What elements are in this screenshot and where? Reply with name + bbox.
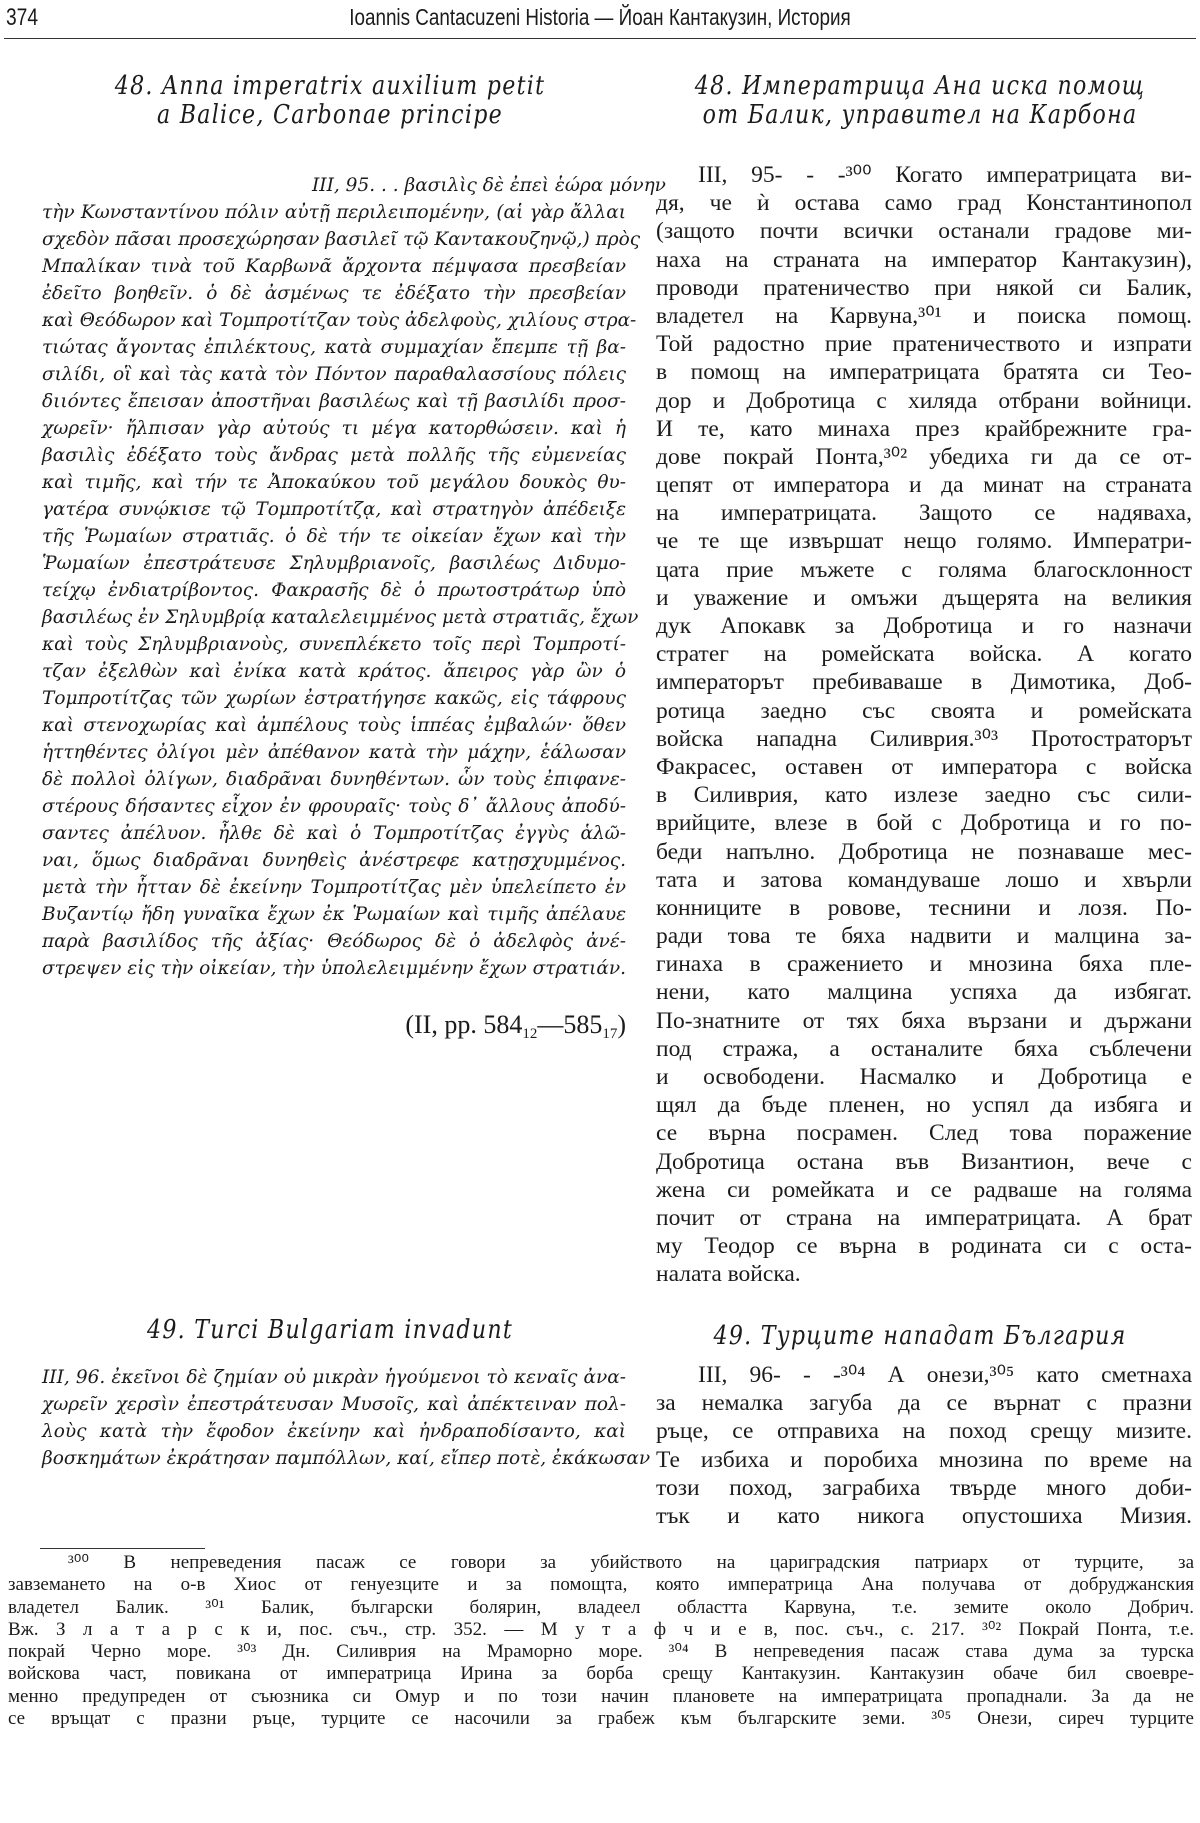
text-line: дор и Добротица с хиляда отбрани войници. [656, 387, 1192, 414]
text-line: παρὰ βασιλίδος τῆς ἀξίας· Θεόδωρος δὲ ὁ ἀδελφὸς ἀνέ- [42, 931, 626, 952]
text-line: καὶ Θεόδωρον καὶ Τομπροτίτζαν τοὺς ἀδελφοὺς, χιλίους στρα- [42, 310, 637, 331]
source-citation [40, 1010, 626, 1043]
text-line: σιλίδι, οἳ καὶ τὰς κατὰ τὸν Πόντον παραθαλασσίους πόλεις [42, 364, 626, 385]
text-line: войскова част, повикана от императрица Ирина за борба срещу Кантакузин. Кантакузин обаче бил своевре- [8, 1663, 1194, 1685]
text-line: налата войска. [656, 1261, 801, 1288]
text-line: βοσκημάτων ἐκράτησαν παμπόλλων, καί, εἴπερ ποτὲ, ἐκάκωσαν [42, 1448, 651, 1469]
text-line: се върна посрамен. След това поражение [656, 1120, 1192, 1147]
text-line: βασιλὶς ἐδέξατο τοὺς ἄνδρας μετὰ πολλῆς τῆς εὐμενείας [42, 445, 626, 466]
text-line: По-знатните от тях бяха вързани и държани [656, 1007, 1192, 1034]
text-line: τὴν Κωνσταντίνου πόλιν αὐτῇ περιλειπομένην, (αἱ γὰρ ἄλλαι [42, 202, 626, 223]
header-rule [4, 38, 1196, 39]
page-number: 374 [6, 4, 39, 31]
text-line: войска нападна Силиврия.³⁰³ Протостраторът [656, 725, 1192, 752]
citation-suffix: ) [617, 1010, 626, 1039]
text-line: И те, като минаха през крайбрежните гра- [656, 415, 1192, 442]
citation-mid: —585 [537, 1010, 603, 1039]
text-line: му Теодор се върна в родината си с оста- [656, 1233, 1192, 1260]
text-line: се връщат с празни ръце, турците се насочили за грабеж към българските земи. ³⁰⁵ Онези, сиреч турците [8, 1708, 1194, 1730]
section-48-bulgarian-title [682, 72, 1158, 130]
text-line: в Силиврия, като излезе заедно със сили- [656, 782, 1192, 809]
text-line: този поход, заграбиха твърде много доби- [656, 1474, 1192, 1501]
greek-text-49 [42, 1364, 651, 1472]
text-line: στρεψεν εἰς τὴν οἰκείαν, τὴν ὑπολελειμμένην ἔχων στρατιάν. [42, 958, 626, 979]
text-line: διιόντες ἔπεισαν ἀποστῆναι βασιλέως καὶ τῇ βασιλίδι προσ- [42, 391, 626, 412]
text-line: щял да бъде пленен, но успял да избяга и [656, 1092, 1192, 1119]
text-line: че те ще извършат нещо голямо. Императри- [656, 528, 1192, 555]
text-line: ³⁰⁰ В непреведения пасаж се говори за убийството на цариградския патриарх от турците, за [68, 1552, 1194, 1573]
text-line: императорът пребиваваше в Димотика, Доб- [656, 669, 1192, 696]
text-line: цепят от императора и да минат на страната [656, 472, 1192, 499]
text-line: Ῥωμαίων ἐπεστράτευσε Σηλυμβριανοῖς, βασιλέως Διδυμο- [42, 553, 626, 574]
title-line: 48. Anna imperatrix auxilium petit [114, 71, 546, 101]
citation-prefix: (II, pp. 584 [405, 1010, 523, 1039]
citation-sub-end: 17 [602, 1026, 618, 1042]
text-line: тата и затова командуваше лошо и хвърли [656, 866, 1192, 893]
text-line: τιώτας ἄγοντας ἐπιλέκτους, κατὰ συμμαχίαν ἔπεμπε τῇ βα- [42, 337, 626, 358]
text-line: λοὺς κατὰ τὴν ἔφοδον ἐκείνην καὶ ἠνδραποδίσαντο, καὶ [42, 1421, 626, 1442]
text-line: ръце, се отправиха на поход срещу мизите. [656, 1418, 1192, 1445]
text-line: на императрицата. Защото се надяваха, [656, 500, 1192, 527]
footnotes [8, 1552, 1194, 1730]
text-line: μετὰ τὴν ἧτταν δὲ ἐκείνην Τομπροτίτζας μὲν ὑπελείπετο ἐν [42, 877, 626, 898]
text-line: ναι, ὅμως διαδρᾶναι δυνηθεὶς ἀνέστρεφε κατῃσχυμμένος. [42, 850, 626, 871]
text-line: καὶ στενοχωρίας καὶ ἀμπέλους τοὺς ἱππέας ἐμβαλών· ὅθεν [42, 715, 626, 736]
greek-text-48 [42, 172, 666, 982]
text-line: ради това те бяха надвити и малцина за- [656, 923, 1192, 950]
text-line: βασιλέως ἐν Σηλυμβρίᾳ καταλελειμμένος μετὰ στρατιᾶς, ἔχων [42, 607, 639, 628]
text-line: владетел на Карвуна,³⁰¹ и поиска помощ. [656, 302, 1192, 329]
text-line: покрай Черно море. ³⁰³ Дн. Силиврия на Мраморно море. ³⁰⁴ В непреведения пасаж става дума за турска [8, 1641, 1194, 1663]
text-line: дук Апокавк за Добротица и го назначи [656, 613, 1192, 639]
text-line: Μπαλίκαν τινὰ τοῦ Καρβωνᾶ ἄρχοντα πέμψασα πρεσβείαν [42, 256, 626, 277]
title-line: 48. Императрица Ана иска помощ [694, 71, 1146, 101]
text-line: владетел Балик. ³⁰¹ Балик, български болярин, владеел областта Карвуна, т.е. земите около Добрич. [8, 1596, 1194, 1618]
text-line: цата прие мъжете с голяма благосклонност [656, 556, 1192, 583]
text-line: и уважение и омъжи дъщерята на великия [656, 584, 1192, 611]
text-line: χωρεῖν χερσὶν ἐπεστράτευσαν Μυσοῖς, καὶ ἀπέκτειναν πολ- [42, 1394, 626, 1415]
text-line: III, 95- - -³⁰⁰ Когато императрицата ви- [698, 162, 1192, 188]
text-line: Добротица остана във Византион, вече с [656, 1148, 1192, 1175]
text-line: Τομπροτίτζας τῶν χωρίων ἐστρατήγησε κακῶς, εἰς τάφρους [42, 688, 626, 709]
text-line: дя, че ѝ остава само град Константинопол [656, 190, 1192, 217]
text-line: менно предупреден от съюзника си Омур и по този начин плановете на императрицата пропаднали. За да не [8, 1685, 1194, 1707]
text-line: завземането на о-в Хиос от генуезците и за помощта, която императрица Ана получава от добруджанския [8, 1574, 1194, 1596]
text-line: τείχῳ ἐνδιατρίβοντος. Φακρασῆς δὲ ὁ πρωτοστράτωρ ὑπὸ [42, 580, 626, 601]
bulgarian-text-49 [656, 1361, 1192, 1530]
text-line: и освободени. Насмалко и Добротица е [656, 1064, 1192, 1090]
text-line: Те избиха и поробиха мнозина по време на [656, 1446, 1192, 1473]
text-line: καὶ τιμῆς, καὶ τήν τε Ἀποκαύκου τοῦ μεγάλου δουκὸς θυ- [42, 472, 626, 493]
text-line: γατέρα συνῴκισε τῷ Τομπροτίτζᾳ, καὶ στρατηγὸν ἀπέδειξε [42, 499, 626, 520]
text-line: нени, като малцина успяха да избягат. [656, 979, 1192, 1006]
text-line: под стража, а останалите бяха съблечени [656, 1035, 1192, 1062]
text-line: τῆς Ῥωμαίων στρατιᾶς. ὁ δὲ τήν τε οἰκείαν ἔχων καὶ τὴν [42, 526, 626, 547]
text-line: конниците в ровове, теснини и лозя. По- [656, 894, 1192, 921]
text-line: стратег на ромейската войска. А когато [656, 641, 1192, 668]
text-line: тък и като никога опустошиха Мизия. [656, 1502, 1192, 1529]
text-line: σχεδὸν πᾶσαι προσεχώρησαν βασιλεῖ τῷ Καντακουζηνῷ,) πρὸς [42, 229, 641, 250]
text-line: στέρους δήσαντες εἶχον ἐν φρουραῖς· τοὺς δ᾽ ἄλλους ἀποδύ- [42, 796, 626, 817]
text-line: жена си ромейката и се радваше на голяма [656, 1176, 1192, 1203]
text-line: ἡττηθέντες ὀλίγοι μὲν ἀπέθανον κατὰ τὴν μάχην, ἑάλωσαν [42, 742, 626, 763]
footnote-rule [40, 1548, 205, 1549]
text-line: (защото почти всички останали градове ми- [656, 218, 1192, 245]
section-49-latin-title: 49. Turci Bulgariam invadunt [146, 1315, 513, 1345]
text-line: III, 96. ἐκεῖνοι δὲ ζημίαν οὐ μικρὰν ἡγούμενοι τὸ κεναῖς ἀνα- [42, 1367, 626, 1388]
text-line: дове покрай Понта,³⁰² убедиха ги да се от- [656, 443, 1192, 470]
citation-sub-start: 12 [522, 1026, 538, 1042]
text-line: ротица заедно със своята и ромейската [656, 697, 1192, 724]
text-line: беди напълно. Добротица не познаваше мес- [656, 838, 1192, 865]
text-line: гинаха в сражението и мнозина бяха пле- [656, 951, 1192, 978]
text-line: τζαν ἐξελθὼν καὶ ἐνίκα κατὰ κράτος. ἄπειρος γὰρ ὢν ὁ [42, 661, 626, 682]
text-line: ἐδεῖτο βοηθεῖν. ὁ δὲ ἀσμένως τε ἐδέξατο τὴν πρεσβείαν [42, 283, 626, 304]
text-line: δὲ πολλοὶ ὀλίγων, διαδρᾶναι δυνηθέντων. ὧν τοὺς ἐπιφανε- [42, 769, 626, 790]
text-line: Вж. З л а т а р с к и, пос. съч., стр. 352. — М у т а ф ч и е в, пос. съч., с. 217. ³⁰² Покрай Понта, т.е. [8, 1618, 1194, 1640]
text-line: Той радостно прие пратеничеството и изпрати [656, 331, 1192, 358]
section-48-latin-title [75, 72, 585, 130]
title-line: от Балик, управител на Карбона [702, 100, 1138, 130]
text-line: καὶ τοὺς Σηλυμβριανοὺς, συνεπλέκετο τοῖς περὶ Τομπροτί- [42, 634, 626, 655]
text-line: проводи пратеничество при някой си Балик, [656, 274, 1192, 301]
text-line: III, 95. . . βασιλὶς δὲ ἐπεὶ ἑώρα μόνην [312, 175, 666, 196]
text-line: почит от страна на императрицата. А брат [656, 1204, 1192, 1231]
text-line: Факрасес, оставен от императора с войска [656, 753, 1192, 780]
text-line: наха на страната на император Кантакузин), [656, 246, 1192, 273]
text-line: врийците, влезе в бой с Добротица и го по- [656, 810, 1192, 837]
bulgarian-text-48 [656, 161, 1192, 1289]
text-line: Βυζαντίῳ ἤδη γυναῖκα ἔχων ἐκ Ῥωμαίων καὶ τιμῆς ἀπέλαυε [42, 904, 626, 925]
text-line: в помощ на императрицата братята си Тео- [656, 359, 1192, 386]
running-title: Ioannis Cantacuzeni Historia — Йоан Кантакузин, История [349, 4, 851, 30]
text-line: σαντες ἀπέλυον. ἦλθε δὲ καὶ ὁ Τομπροτίτζας ἐγγὺς ἁλῶ- [42, 823, 626, 844]
text-line: за немалка загуба да се върнат с празни [656, 1390, 1192, 1417]
text-line: III, 96- - -³⁰⁴ А онези,³⁰⁵ като сметнаха [698, 1362, 1192, 1388]
text-line: χωρεῖν· ἤλπισαν γὰρ αὐτούς τι μέγα κατορθώσειν. καὶ ἡ [42, 418, 626, 439]
title-line: a Balice, Carbonae principe [156, 100, 503, 130]
section-49-bulgarian-title: 49. Турците нападат България [713, 1321, 1127, 1351]
